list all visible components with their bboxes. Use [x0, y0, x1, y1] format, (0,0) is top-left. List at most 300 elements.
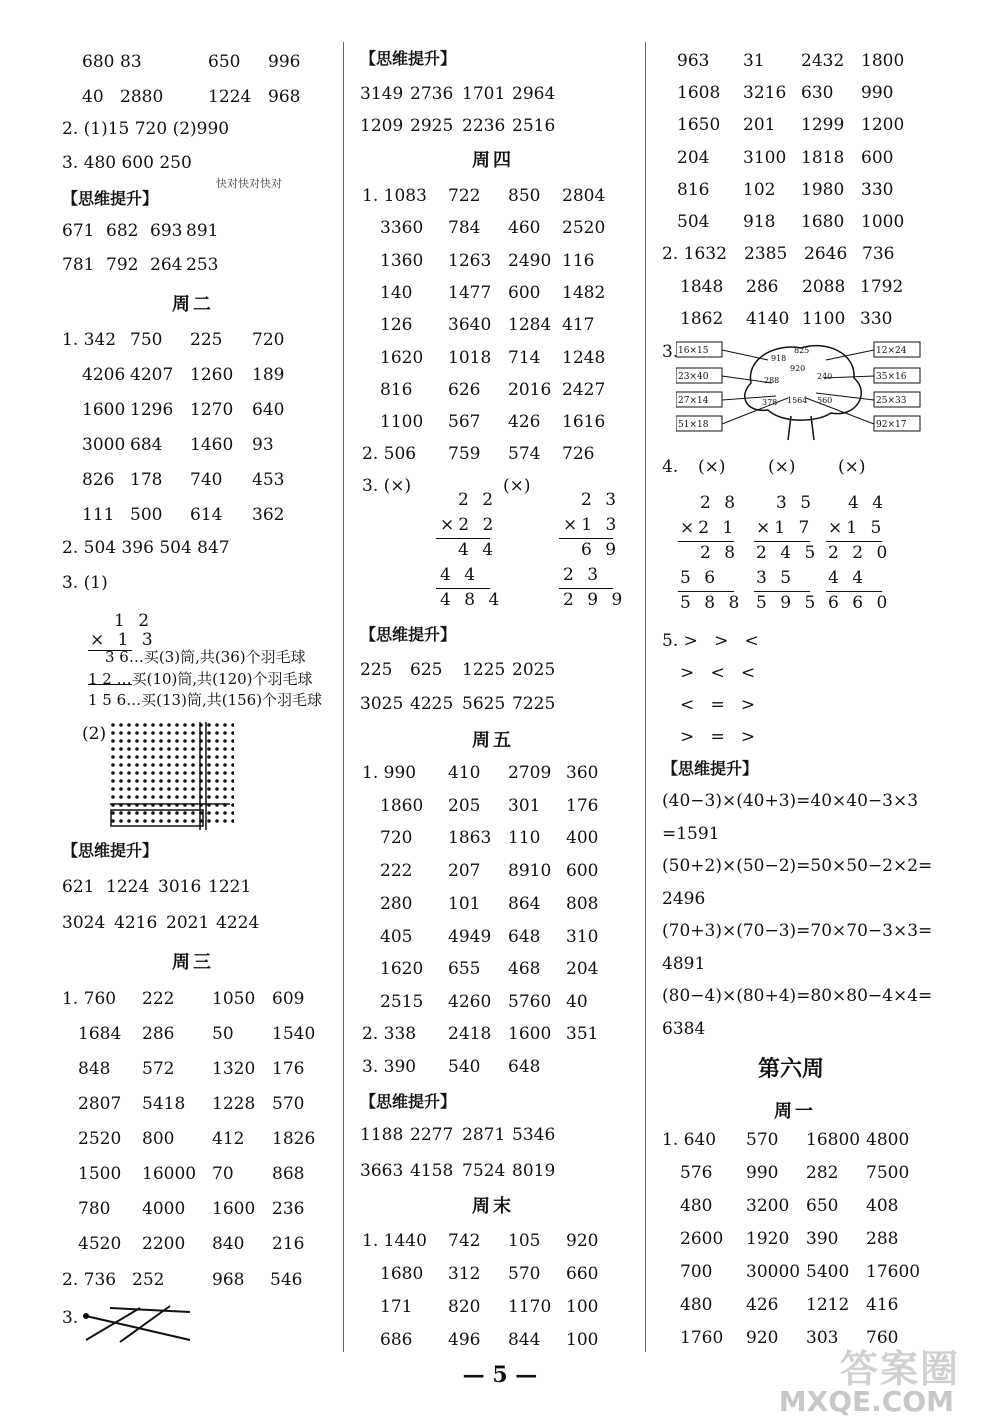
think2-row-cell: 3016 — [158, 877, 202, 897]
c2-think3-row-cell: 8019 — [512, 1161, 556, 1181]
day4-row-cell: 426 — [508, 412, 541, 433]
tree-box-left-1: 16×15 — [678, 345, 709, 356]
c2-think3-row-cell: 7524 — [462, 1161, 506, 1181]
week-six-title: 第六周 — [758, 1057, 825, 1082]
day3-row-cell: 780 — [78, 1199, 111, 1219]
c3-day1-row-cell: 1920 — [746, 1229, 790, 1249]
day5-row-cell: 301 — [508, 795, 541, 816]
day5-row-cell: 207 — [448, 861, 481, 882]
matching-lines-figure — [80, 1300, 200, 1350]
day2-row-cell: 4206 — [82, 365, 126, 385]
vm-result: 5 9 5 — [756, 593, 820, 613]
c3-q2-row-cell: 2385 — [744, 244, 788, 264]
weekend-row-cell: 660 — [566, 1264, 599, 1284]
equation-row: 4891 — [662, 953, 706, 974]
answer-row-cell: 680 — [82, 52, 115, 72]
day2-row-cell: 740 — [190, 470, 223, 490]
day3-row-cell: 1500 — [78, 1164, 122, 1184]
tree-box-right-2: 35×16 — [876, 371, 907, 382]
think-row-cell: 682 — [106, 221, 139, 241]
day4-row-cell: 140 — [380, 282, 413, 303]
day4-row-cell: 3360 — [380, 218, 424, 239]
day3-q2-cell: 2. 736 — [62, 1270, 117, 1290]
day-title-wed: 周三 — [172, 952, 214, 973]
c2-think3-row-cell: 1188 — [360, 1125, 404, 1145]
day5-row-cell: 600 — [566, 861, 599, 882]
day3-row-cell: 222 — [142, 989, 175, 1009]
c3-day1-row-cell: 570 — [746, 1130, 779, 1150]
c3-q2-row-cell: 1792 — [860, 276, 904, 297]
think-row-cell: 792 — [106, 255, 139, 275]
tree-box-left-3: 27×14 — [678, 395, 709, 406]
day4-row-cell: 460 — [508, 218, 541, 239]
day5-row-cell: 8910 — [508, 861, 552, 882]
day5-q3-cell: 648 — [508, 1057, 541, 1077]
vm-top: 2 3 — [581, 490, 621, 510]
day3-row-cell: 1540 — [272, 1024, 316, 1044]
c3-q2-row-cell: 736 — [862, 244, 895, 264]
answer-row-cell: 650 — [208, 52, 241, 72]
day2-row-cell: 1. 342 — [62, 330, 117, 350]
vm-top: 4 4 — [848, 493, 888, 513]
c3-q2-row-cell: 2. 1632 — [662, 244, 727, 264]
vm-rule — [826, 591, 882, 592]
day4-row-cell: 784 — [448, 218, 481, 239]
vm-partial-1: 2 2 0 — [828, 543, 892, 563]
vm-result: 5 8 8 — [680, 593, 744, 613]
day5-row-cell: 204 — [566, 959, 599, 980]
day5-row-cell: 360 — [566, 763, 599, 783]
q5-row: 5. > > < — [662, 631, 759, 651]
vm-factor: ×2 2 — [440, 515, 498, 535]
day4-row-cell: 626 — [448, 379, 481, 400]
day2-row-cell: 1270 — [190, 400, 234, 420]
day2-row-cell: 111 — [82, 505, 115, 525]
day3-row-cell: 176 — [272, 1059, 305, 1079]
day3-row-cell: 16000 — [142, 1164, 197, 1184]
weekend-row-cell: 312 — [448, 1264, 481, 1284]
day4-row-cell: 1360 — [380, 250, 424, 271]
day4-row-cell: 1263 — [448, 250, 492, 271]
day5-row-cell: 468 — [508, 959, 541, 980]
c2-think-row-cell: 1701 — [462, 84, 506, 104]
day4-row-cell: 722 — [448, 186, 481, 206]
c3-top-row-cell: 330 — [861, 179, 894, 200]
equation-row: (70+3)×(70−3)=70×70−3×3= — [662, 921, 933, 941]
c3-day1-row-cell: 4800 — [866, 1130, 910, 1150]
day4-q3-mark-1: 3. (×) — [362, 476, 412, 496]
c3-q2-row-cell: 2088 — [802, 276, 846, 297]
day5-row-cell: 101 — [448, 893, 481, 914]
c3-day1-row-cell: 7500 — [866, 1163, 910, 1183]
day-title-weekend: 周末 — [472, 1196, 514, 1217]
day2-row-cell: 189 — [252, 365, 285, 385]
c3-day1-row-cell: 3200 — [746, 1196, 790, 1216]
c3-top-row-cell: 3216 — [743, 83, 787, 104]
vm-rule — [678, 591, 734, 592]
mult-line-2: 1 2 …买(10)筒,共(120)个羽毛球 — [88, 669, 313, 688]
c2-think-row-cell: 3149 — [360, 84, 404, 104]
c3-day1-row-cell: 17600 — [866, 1262, 921, 1282]
day5-q2-cell: 2418 — [448, 1024, 492, 1044]
day4-row-cell: 1018 — [448, 347, 492, 368]
day-title-mon: 周一 — [774, 1101, 816, 1122]
day3-row-cell: 1050 — [212, 989, 256, 1009]
weekend-row-cell: 1170 — [508, 1297, 552, 1317]
q5-row: < = > — [680, 695, 756, 715]
think2-heading: 【思维提升】 — [62, 841, 159, 860]
c2-think-row-cell: 2736 — [410, 84, 454, 104]
think-heading: 【思维提升】 — [62, 189, 159, 208]
day3-row-cell: 1320 — [212, 1059, 256, 1079]
day3-row-cell: 1228 — [212, 1094, 256, 1114]
answer-row-cell: 1224 — [208, 87, 252, 107]
day3-row-cell: 572 — [142, 1059, 175, 1079]
c2-think3-row-cell: 5346 — [512, 1125, 556, 1145]
day3-q2-cell: 968 — [212, 1270, 245, 1290]
c2-think-row-cell: 1209 — [360, 116, 404, 136]
tree-val: 918 — [771, 353, 787, 363]
tree-val: 240 — [817, 371, 833, 381]
day4-q2-cell: 726 — [562, 444, 595, 464]
day5-row-cell: 1. 990 — [362, 763, 417, 783]
c2-think2-row-cell: 7225 — [512, 694, 556, 714]
day3-row-cell: 848 — [78, 1059, 111, 1079]
day3-row-cell: 800 — [142, 1129, 175, 1149]
c3-day1-row-cell: 1760 — [680, 1328, 724, 1348]
think2-row-cell: 1224 — [106, 877, 150, 897]
c3-day1-row-cell: 480 — [680, 1295, 713, 1315]
tree-box-right-3: 25×33 — [876, 395, 907, 406]
weekend-row-cell: 1680 — [380, 1264, 424, 1284]
day4-row-cell: 2520 — [562, 218, 606, 239]
equation-row: (40−3)×(40+3)=40×40−3×3 — [662, 791, 919, 811]
day4-row-cell: 1. 1083 — [362, 186, 427, 206]
day4-row-cell: 1284 — [508, 315, 552, 336]
c3-q2-row-cell: 4140 — [746, 309, 790, 329]
day5-row-cell: 4260 — [448, 991, 492, 1012]
day4-row-cell: 850 — [508, 186, 541, 206]
c3-top-row-cell: 102 — [743, 179, 776, 200]
c3-top-row-cell: 1800 — [861, 51, 905, 71]
day2-row-cell: 93 — [252, 435, 274, 455]
c3-day1-row-cell: 480 — [680, 1196, 713, 1216]
column-divider-2 — [645, 42, 646, 1352]
day5-row-cell: 864 — [508, 893, 541, 914]
day3-row-cell: 1826 — [272, 1129, 316, 1149]
tree-box-right-1: 12×24 — [876, 345, 907, 356]
c3-top-row-cell: 3100 — [743, 147, 787, 168]
day4-row-cell: 1248 — [562, 347, 606, 368]
vm-factor: ×2 1 — [680, 518, 738, 538]
c3-day1-row-cell: 408 — [866, 1196, 899, 1216]
vm-partial-2: 4 4 — [828, 568, 868, 588]
vm-top: 2 2 — [458, 490, 498, 510]
think-row-cell: 891 — [186, 221, 219, 241]
c2-think-heading: 【思维提升】 — [360, 49, 457, 68]
day5-q2-cell: 1600 — [508, 1024, 552, 1044]
day5-row-cell: 1860 — [380, 795, 424, 816]
c3-day1-row-cell: 650 — [806, 1196, 839, 1216]
day2-row-cell: 4207 — [130, 365, 174, 385]
vm-partial-1: 2 8 — [700, 543, 740, 563]
weekend-row-cell: 844 — [508, 1330, 541, 1350]
day5-row-cell: 1620 — [380, 959, 424, 980]
day2-row-cell: 1296 — [130, 400, 174, 420]
c3-top-row-cell: 990 — [861, 83, 894, 104]
c3-top-row-cell: 1299 — [801, 115, 845, 136]
weekend-row-cell: 105 — [508, 1231, 541, 1251]
day5-row-cell: 280 — [380, 893, 413, 914]
c2-think2-row-cell: 2025 — [512, 660, 556, 680]
day4-row-cell: 816 — [380, 379, 413, 400]
c2-think2-row-cell: 225 — [360, 660, 393, 680]
vm-rule — [436, 588, 490, 589]
c2-think2-row-cell: 3025 — [360, 694, 404, 714]
day2-row-cell: 684 — [130, 435, 163, 455]
c3-day1-row-cell: 303 — [806, 1328, 839, 1348]
day5-row-cell: 310 — [566, 926, 599, 947]
c2-think3-heading: 【思维提升】 — [360, 1092, 457, 1111]
c3-q2-row-cell: 330 — [860, 309, 893, 329]
think2-row-cell: 1221 — [208, 877, 252, 897]
day4-row-cell: 2804 — [562, 186, 606, 206]
day4-row-cell: 1100 — [380, 412, 424, 433]
c3-top-row-cell: 31 — [743, 51, 765, 71]
c3-top-row-cell: 1200 — [861, 115, 905, 136]
c2-think3-row-cell: 2871 — [462, 1125, 506, 1145]
day4-row-cell: 600 — [508, 282, 541, 303]
vm-result: 6 6 0 — [828, 593, 892, 613]
c3-day1-row-cell: 1212 — [806, 1295, 850, 1315]
vm-rule — [754, 541, 810, 542]
weekend-row-cell: 570 — [508, 1264, 541, 1284]
equation-row: 2496 — [662, 888, 706, 909]
think2-row-cell: 3024 — [62, 913, 106, 933]
tree-val: 288 — [764, 375, 780, 385]
c3-q2-row-cell: 1862 — [680, 309, 724, 329]
c3-day1-row-cell: 760 — [866, 1328, 899, 1348]
tree-val: 378 — [762, 397, 778, 407]
vm-factor: ×1 7 — [756, 518, 814, 538]
day3-row-cell: 412 — [212, 1129, 245, 1149]
weekend-row-cell: 496 — [448, 1330, 481, 1350]
day4-row-cell: 417 — [562, 315, 595, 336]
weekend-row-cell: 742 — [448, 1231, 481, 1251]
answer-row-cell: 996 — [268, 52, 301, 72]
day2-row-cell: 178 — [130, 470, 163, 490]
equation-row: (80−4)×(80+4)=80×80−4×4= — [662, 986, 933, 1006]
c3-q2-row-cell: 1100 — [802, 309, 846, 329]
q4-mark-2: (×) — [768, 457, 796, 477]
think-row-cell: 671 — [62, 221, 95, 241]
tree-val: 825 — [794, 345, 810, 355]
day2-row-cell: 225 — [190, 330, 223, 350]
day5-row-cell: 5760 — [508, 991, 552, 1012]
q3-2-label: (2) — [82, 724, 107, 744]
think-row-cell: 253 — [186, 255, 219, 275]
day2-row-cell: 3000 — [82, 435, 126, 455]
vm-rule — [559, 588, 613, 589]
vm-top: 3 5 — [776, 493, 816, 513]
day5-row-cell: 2515 — [380, 991, 424, 1012]
vm-partial-1: 4 4 — [458, 540, 498, 560]
tree-box-right-4: 92×17 — [876, 419, 907, 430]
c3-q2-row-cell: 2646 — [804, 244, 848, 264]
day3-row-cell: 2807 — [78, 1094, 122, 1114]
c2-think-row-cell: 2925 — [410, 116, 454, 136]
day-title-thu: 周四 — [472, 150, 514, 171]
c3-day1-row-cell: 426 — [746, 1295, 779, 1315]
vm-top: 2 8 — [700, 493, 740, 513]
tree-val: 1564 — [787, 395, 808, 405]
c2-think2-row-cell: 1225 — [462, 660, 506, 680]
vm-partial-2: 5 6 — [680, 568, 720, 588]
think2-row-cell: 4224 — [216, 913, 260, 933]
day5-q2-cell: 351 — [566, 1024, 599, 1044]
day4-row-cell: 1616 — [562, 412, 606, 433]
c3-top-row-cell: 600 — [861, 147, 894, 168]
day4-q3-mark-2: (×) — [503, 476, 531, 496]
weekend-row-cell: 171 — [380, 1297, 413, 1317]
day3-row-cell: 4000 — [142, 1199, 186, 1219]
dot-grid — [110, 722, 236, 832]
weekend-row-cell: 1. 1440 — [362, 1231, 427, 1251]
c3-top-row-cell: 816 — [677, 179, 710, 200]
day3-row-cell: 840 — [212, 1234, 245, 1254]
c3-think-heading: 【思维提升】 — [662, 759, 759, 778]
c2-think-row-cell: 2516 — [512, 116, 556, 136]
day4-row-cell: 2490 — [508, 250, 552, 271]
equation-row: =1591 — [662, 823, 720, 844]
page-number: — 5 — — [462, 1362, 538, 1388]
day5-q3-cell: 540 — [448, 1057, 481, 1077]
day-title-fri: 周五 — [472, 730, 514, 751]
day3-row-cell: 2200 — [142, 1234, 186, 1254]
tree-box-left-4: 51×18 — [678, 419, 709, 430]
c2-think-row-cell: 2236 — [462, 116, 506, 136]
day5-row-cell: 720 — [380, 828, 413, 849]
day4-row-cell: 567 — [448, 412, 481, 433]
day4-row-cell: 126 — [380, 315, 413, 336]
q4-mark-1: (×) — [698, 457, 726, 477]
c3-top-row-cell: 1000 — [861, 212, 905, 232]
day5-q3-cell: 3. 390 — [362, 1057, 417, 1077]
day3-row-cell: 2520 — [78, 1129, 122, 1149]
day3-row-cell: 4520 — [78, 1234, 122, 1254]
q4-label: 4. — [662, 457, 679, 477]
day3-row-cell: 868 — [272, 1164, 305, 1184]
day3-row-cell: 236 — [272, 1199, 305, 1219]
c3-day1-row-cell: 390 — [806, 1229, 839, 1249]
day3-q2-cell: 546 — [270, 1270, 303, 1290]
day2-row-cell: 1600 — [82, 400, 126, 420]
q5-row: > < < — [680, 663, 756, 683]
day3-row-cell: 5418 — [142, 1094, 186, 1114]
tree-box-left-2: 23×40 — [678, 371, 709, 382]
c2-think3-row-cell: 3663 — [360, 1161, 404, 1181]
c2-think3-row-cell: 2277 — [410, 1125, 454, 1145]
think2-row-cell: 4216 — [114, 913, 158, 933]
day4-row-cell: 116 — [562, 250, 595, 271]
q3-answer: 3. 480 600 250 — [62, 153, 192, 173]
equation-row: (50+2)×(50−2)=50×50−2×2= — [662, 856, 933, 876]
c3-day1-row-cell: 920 — [746, 1328, 779, 1348]
day5-row-cell: 2709 — [508, 763, 552, 783]
day4-q2-cell: 759 — [448, 444, 481, 464]
day2-row-cell: 750 — [130, 330, 163, 350]
day3-row-cell: 1684 — [78, 1024, 122, 1044]
c2-think-row-cell: 2964 — [512, 84, 556, 104]
vm-partial-2: 2 3 — [563, 565, 603, 585]
q3-label: 3. — [662, 342, 679, 362]
answer-row-cell: 83 — [120, 52, 142, 72]
c3-q2-row-cell: 1848 — [680, 276, 724, 297]
c3-top-row-cell: 918 — [743, 212, 776, 232]
day5-row-cell: 222 — [380, 861, 413, 882]
day5-row-cell: 205 — [448, 795, 481, 816]
vm-rule — [754, 591, 810, 592]
c3-top-row-cell: 2432 — [801, 51, 845, 71]
c3-top-row-cell: 201 — [743, 115, 776, 136]
c3-day1-row-cell: 282 — [806, 1163, 839, 1183]
day2-row-cell: 1260 — [190, 365, 234, 385]
vm-rule — [826, 541, 882, 542]
day5-row-cell: 405 — [380, 926, 413, 947]
c3-day1-row-cell: 1. 640 — [662, 1130, 717, 1150]
day4-row-cell: 1477 — [448, 282, 492, 303]
vm-result: 4 8 4 — [440, 590, 504, 610]
day4-q2-cell: 2. 506 — [362, 444, 417, 464]
vm-partial-2: 4 4 — [440, 565, 480, 585]
day3-row-cell: 570 — [272, 1094, 305, 1114]
answer-row-cell: 40 — [82, 87, 104, 107]
day2-q3: 3. (1) — [62, 573, 108, 593]
day4-row-cell: 714 — [508, 347, 541, 368]
mult-factor: × 1 3 — [90, 630, 157, 650]
c3-day1-row-cell: 2600 — [680, 1229, 724, 1249]
vm-partial-1: 6 9 — [581, 540, 621, 560]
day2-q2: 2. 504 396 504 847 — [62, 538, 230, 558]
day5-row-cell: 410 — [448, 763, 481, 783]
day5-row-cell: 176 — [566, 795, 599, 816]
day5-row-cell: 4949 — [448, 926, 492, 947]
c3-top-row-cell: 1650 — [677, 115, 721, 136]
c3-top-row-cell: 1980 — [801, 179, 845, 200]
day2-row-cell: 720 — [252, 330, 285, 350]
c2-think3-row-cell: 4158 — [410, 1161, 454, 1181]
c3-day1-row-cell: 416 — [866, 1295, 899, 1315]
mult-line-3: 1 5 6…买(13)筒,共(156)个羽毛球 — [88, 690, 323, 709]
c3-day1-row-cell: 700 — [680, 1262, 713, 1282]
c2-think2-heading: 【思维提升】 — [360, 625, 457, 644]
weekend-row-cell: 100 — [566, 1297, 599, 1317]
day2-row-cell: 500 — [130, 505, 163, 525]
c3-q2-row-cell: 286 — [746, 276, 779, 297]
day2-row-cell: 453 — [252, 470, 285, 490]
c3-top-row-cell: 630 — [801, 83, 834, 104]
equation-row: 6384 — [662, 1018, 706, 1039]
day4-row-cell: 3640 — [448, 315, 492, 336]
day3-row-cell: 50 — [212, 1024, 234, 1044]
think-row-cell: 781 — [62, 255, 95, 275]
handwritten-note: 快对快对快对 — [216, 177, 282, 190]
vm-rule — [678, 541, 734, 542]
vm-factor: ×1 3 — [563, 515, 621, 535]
vm-partial-2: 3 5 — [756, 568, 796, 588]
think2-row-cell: 2021 — [166, 913, 210, 933]
c3-top-row-cell: 1818 — [801, 147, 845, 168]
